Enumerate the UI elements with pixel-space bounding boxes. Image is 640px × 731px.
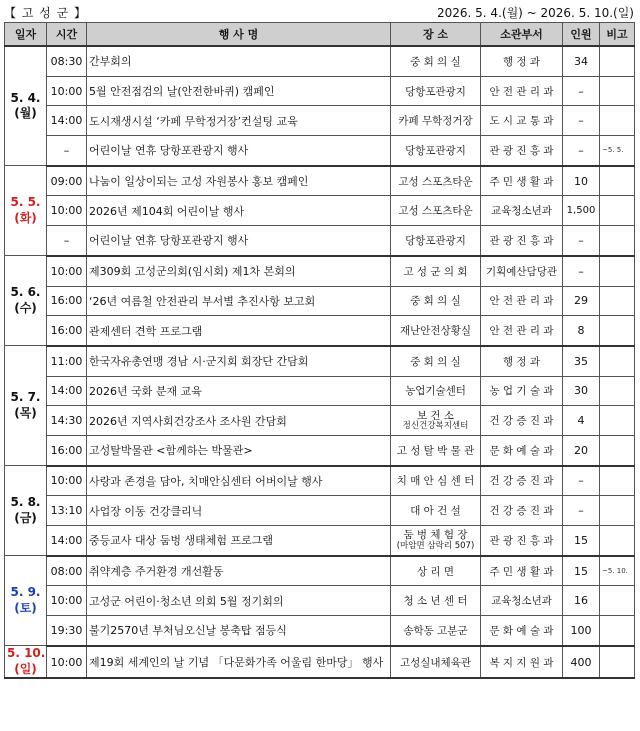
place-cell: 중 회 의 실: [391, 46, 481, 76]
time-cell: 14:00: [47, 376, 87, 406]
col-date-header: 일자: [5, 23, 47, 47]
event-name-cell: 어린이날 연휴 당항포관광지 행사: [87, 226, 391, 256]
attendee-count-cell: 10: [563, 166, 600, 196]
place-cell: 카페 무학정거장: [391, 106, 481, 136]
note-cell: ~5. 5.: [600, 136, 635, 166]
event-name-cell: 제19회 세계인의 날 기념 「다문화가족 어울림 한마당」 행사: [87, 646, 391, 679]
department-cell: 건 강 증 진 과: [481, 466, 563, 496]
department-cell: 건 강 증 진 과: [481, 406, 563, 436]
table-row: [5, 136, 635, 166]
time-cell: 10:00: [47, 466, 87, 496]
time-cell: 10:00: [47, 586, 87, 616]
event-name-cell: 중등교사 대상 둠벙 생태체험 프로그램: [87, 526, 391, 556]
event-name-cell: ‘26년 여름철 안전관리 부서별 추진사항 보고회: [87, 286, 391, 316]
attendee-count-cell: 15: [563, 556, 600, 586]
note-cell: [600, 586, 635, 616]
attendee-count-cell: 35: [563, 346, 600, 376]
date-label: 5. 9.: [10, 585, 41, 600]
date-cell: [5, 166, 47, 256]
table-row: [5, 556, 635, 586]
department-cell: 관 광 진 흥 과: [481, 526, 563, 556]
date-label: 5. 5.: [10, 195, 41, 210]
col-place-header: 장 소: [391, 23, 481, 47]
event-name-cell: 고성탈박물관 <함께하는 박물관>: [87, 435, 391, 465]
time-cell: 13:10: [47, 496, 87, 526]
time-cell: 16:00: [47, 435, 87, 465]
table-row: [5, 646, 635, 679]
time-cell: 10:00: [47, 256, 87, 286]
org-title: 【 고 성 군 】: [4, 6, 88, 20]
table-row: [5, 435, 635, 465]
page-header: [0, 0, 640, 22]
table-row: [5, 526, 635, 556]
event-name-cell: 간부회의: [87, 46, 391, 76]
date-cell: [5, 46, 47, 166]
table-row: [5, 376, 635, 406]
event-name-cell: 나눔이 일상이되는 고성 자원봉사 홍보 캠페인: [87, 166, 391, 196]
table-row: [5, 586, 635, 616]
attendee-count-cell: 8: [563, 316, 600, 346]
table-row: [5, 286, 635, 316]
event-name-cell: 사랑과 존경을 담아, 치매안심센터 어버이날 행사: [87, 466, 391, 496]
department-cell: 관 광 진 흥 과: [481, 226, 563, 256]
note-cell: [600, 616, 635, 646]
date-cell: [5, 466, 47, 556]
col-dept-header: 소관부서: [481, 23, 563, 47]
weekday-label: (월): [14, 106, 37, 121]
attendee-count-cell: –: [563, 226, 600, 256]
place-cell: [391, 406, 481, 436]
table-row: [5, 166, 635, 196]
weekday-label: (화): [14, 210, 37, 225]
department-cell: 관 광 진 흥 과: [481, 136, 563, 166]
col-event-header: 행 사 명: [87, 23, 391, 47]
event-name-cell: 어린이날 연휴 당항포관광지 행사: [87, 136, 391, 166]
event-name-cell: 제309회 고성군의회(임시회) 제1차 본회의: [87, 256, 391, 286]
table-row: [5, 46, 635, 76]
department-cell: 행 정 과: [481, 46, 563, 76]
department-cell: 도 시 교 통 과: [481, 106, 563, 136]
place-cell: 고 성 탈 박 물 관: [391, 435, 481, 465]
department-cell: 농 업 기 술 과: [481, 376, 563, 406]
table-row: [5, 346, 635, 376]
weekday-label: (토): [14, 600, 37, 615]
attendee-count-cell: 100: [563, 616, 600, 646]
event-name-cell: 2026년 제104회 어린이날 행사: [87, 196, 391, 226]
place-cell: 당항포관광지: [391, 226, 481, 256]
department-cell: 안 전 관 리 과: [481, 76, 563, 106]
table-row: [5, 226, 635, 256]
col-count-header: 인원: [563, 23, 600, 47]
note-cell: [600, 286, 635, 316]
time-cell: –: [47, 136, 87, 166]
department-cell: 문 화 예 술 과: [481, 616, 563, 646]
attendee-count-cell: –: [563, 136, 600, 166]
department-cell: 건 강 증 진 과: [481, 496, 563, 526]
col-note-header: 비고: [600, 23, 635, 47]
attendee-count-cell: –: [563, 466, 600, 496]
time-cell: –: [47, 226, 87, 256]
place-cell: 고성 스포츠타운: [391, 166, 481, 196]
place-cell: 고성 스포츠타운: [391, 196, 481, 226]
weekday-label: (목): [14, 405, 37, 420]
department-cell: 복 지 지 원 과: [481, 646, 563, 679]
note-cell: [600, 646, 635, 679]
attendee-count-cell: 1,500: [563, 196, 600, 226]
attendee-count-cell: 15: [563, 526, 600, 556]
time-cell: 10:00: [47, 76, 87, 106]
time-cell: 11:00: [47, 346, 87, 376]
weekday-label: (수): [14, 300, 37, 315]
place-detail: (마암면 삼락리 507): [396, 540, 475, 551]
table-row: [5, 76, 635, 106]
time-cell: 08:30: [47, 46, 87, 76]
table-row: [5, 406, 635, 436]
time-cell: 16:00: [47, 286, 87, 316]
date-cell: [5, 556, 47, 646]
attendee-count-cell: 20: [563, 435, 600, 465]
event-name-cell: 2026년 국화 분재 교육: [87, 376, 391, 406]
event-name-cell: 5월 안전점검의 날(안전한바퀴) 캠페인: [87, 76, 391, 106]
event-name-cell: 취약계층 주거환경 개선활동: [87, 556, 391, 586]
note-cell: [600, 376, 635, 406]
note-cell: ~5. 10.: [600, 556, 635, 586]
note-cell: [600, 106, 635, 136]
attendee-count-cell: 400: [563, 646, 600, 679]
department-cell: 안 전 관 리 과: [481, 286, 563, 316]
note-cell: [600, 526, 635, 556]
place-cell: 농업기술센터: [391, 376, 481, 406]
note-cell: [600, 166, 635, 196]
place-cell: 중 회 의 실: [391, 286, 481, 316]
col-time-header: 시간: [47, 23, 87, 47]
department-cell: 주 민 생 활 과: [481, 556, 563, 586]
weekday-label: (금): [14, 510, 37, 525]
table-row: [5, 256, 635, 286]
place-cell: 고 성 군 의 회: [391, 256, 481, 286]
note-cell: [600, 406, 635, 436]
place-detail: 정신건강복지센터: [402, 421, 469, 432]
note-cell: [600, 196, 635, 226]
time-cell: 10:00: [47, 646, 87, 679]
time-cell: 16:00: [47, 316, 87, 346]
attendee-count-cell: 30: [563, 376, 600, 406]
place-name: 둠 벙 체 험 장: [403, 529, 468, 542]
event-name-cell: 도시재생시설 ‘카페 무학정거장’컨설팅 교육: [87, 106, 391, 136]
place-cell: 송학동 고분군: [391, 616, 481, 646]
note-cell: [600, 226, 635, 256]
place-cell: 당항포관광지: [391, 76, 481, 106]
time-cell: 14:00: [47, 106, 87, 136]
date-label: 5. 4.: [10, 90, 41, 105]
table-row: [5, 196, 635, 226]
event-name-cell: 관제센터 견학 프로그램: [87, 316, 391, 346]
place-cell: 고성실내체육관: [391, 646, 481, 679]
attendee-count-cell: 4: [563, 406, 600, 436]
attendee-count-cell: –: [563, 256, 600, 286]
table-row: [5, 466, 635, 496]
table-header-row: [5, 23, 635, 47]
note-cell: [600, 256, 635, 286]
place-cell: 치 매 안 심 센 터: [391, 466, 481, 496]
time-cell: 19:30: [47, 616, 87, 646]
attendee-count-cell: 29: [563, 286, 600, 316]
note-cell: [600, 46, 635, 76]
place-cell: 중 회 의 실: [391, 346, 481, 376]
department-cell: 기획예산담당관: [481, 256, 563, 286]
place-cell: 상 리 면: [391, 556, 481, 586]
schedule-table: [4, 22, 635, 679]
date-cell: [5, 256, 47, 346]
place-name: 보 건 소: [416, 409, 455, 422]
attendee-count-cell: 16: [563, 586, 600, 616]
attendee-count-cell: –: [563, 496, 600, 526]
date-label: 5. 7.: [10, 390, 41, 405]
attendee-count-cell: –: [563, 76, 600, 106]
note-cell: [600, 496, 635, 526]
date-cell: [5, 346, 47, 466]
note-cell: [600, 346, 635, 376]
date-label: 5. 6.: [10, 285, 41, 300]
place-cell: 청 소 년 센 터: [391, 586, 481, 616]
attendee-count-cell: –: [563, 106, 600, 136]
schedule-body: [5, 46, 635, 678]
department-cell: 안 전 관 리 과: [481, 316, 563, 346]
place-cell: [391, 526, 481, 556]
time-cell: 10:00: [47, 196, 87, 226]
date-cell: [5, 646, 47, 679]
place-cell: 대 아 건 설: [391, 496, 481, 526]
table-row: [5, 616, 635, 646]
time-cell: 08:00: [47, 556, 87, 586]
note-cell: [600, 435, 635, 465]
place-cell: 당항포관광지: [391, 136, 481, 166]
time-cell: 14:00: [47, 526, 87, 556]
table-row: [5, 316, 635, 346]
note-cell: [600, 466, 635, 496]
event-name-cell: 고성군 어린이·청소년 의회 5월 정기회의: [87, 586, 391, 616]
place-cell: 재난안전상황실: [391, 316, 481, 346]
table-row: [5, 106, 635, 136]
event-name-cell: 한국자유총연맹 경남 시·군지회 회장단 간담회: [87, 346, 391, 376]
period-range: 2026. 5. 4.(월) ~ 2026. 5. 10.(일): [437, 6, 634, 20]
event-name-cell: 사업장 이동 건강클리닉: [87, 496, 391, 526]
event-name-cell: 2026년 지역사회건강조사 조사원 간담회: [87, 406, 391, 436]
department-cell: 교육청소년과: [481, 586, 563, 616]
date-label: 5. 10.: [7, 646, 46, 661]
time-cell: 09:00: [47, 166, 87, 196]
note-cell: [600, 316, 635, 346]
department-cell: 주 민 생 활 과: [481, 166, 563, 196]
event-name-cell: 불기2570년 부처님오신날 봉축탑 점등식: [87, 616, 391, 646]
table-row: [5, 496, 635, 526]
date-label: 5. 8.: [10, 495, 41, 510]
note-cell: [600, 76, 635, 106]
attendee-count-cell: 34: [563, 46, 600, 76]
department-cell: 문 화 예 술 과: [481, 435, 563, 465]
weekday-label: (일): [14, 661, 37, 676]
department-cell: 교육청소년과: [481, 196, 563, 226]
department-cell: 행 정 과: [481, 346, 563, 376]
time-cell: 14:30: [47, 406, 87, 436]
